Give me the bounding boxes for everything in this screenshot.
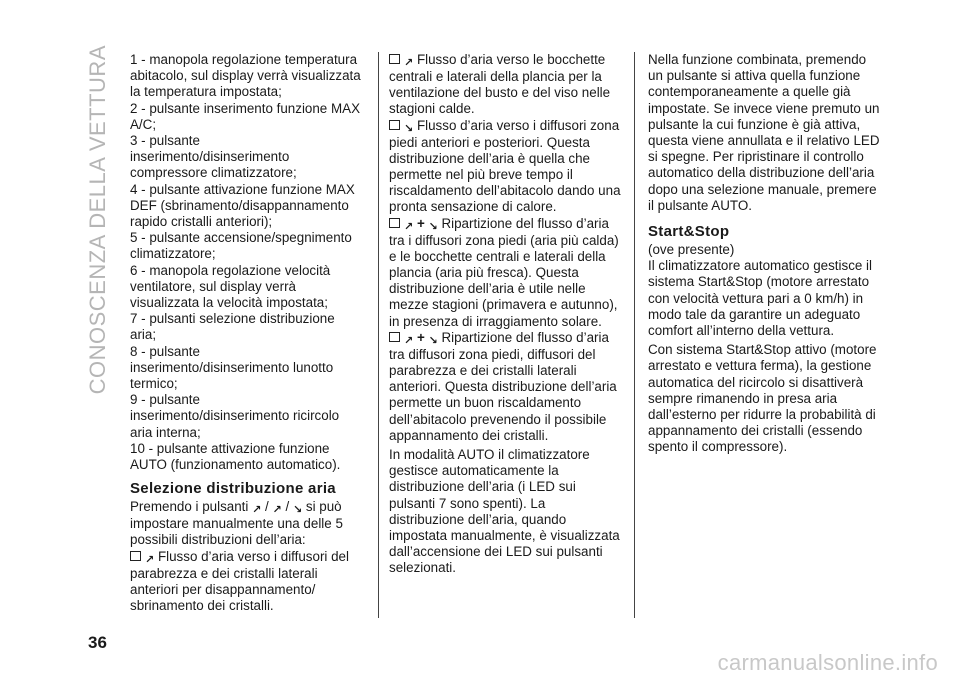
text: Ripartizione del flusso d’aria tra i diffusori zona piedi (aria più calda) e le bocchette centrali e laterali della plancia (aria più fresca). Questa distribuzione dell’aria è utile nelle mezze stagioni (primavera e autunno), in presenza di irraggiamento solare. xyxy=(389,215,619,329)
page-number: 36 xyxy=(88,633,107,652)
airflow-face-icon: ↗ xyxy=(272,504,282,517)
paragraph xyxy=(130,499,362,548)
watermark: carmanualsonline.info xyxy=(717,650,938,675)
paragraph xyxy=(130,549,362,615)
text: si può impostare manualmente una delle 5 possibili distribuzioni dell’aria: xyxy=(130,499,343,548)
subheading: (ove presente) xyxy=(648,242,735,258)
list-item: 10 - pulsante attivazione funzione AUTO (funzionamento automatico). xyxy=(130,440,341,473)
plus-sign: + xyxy=(416,215,425,231)
airflow-feet-icon: ↘ xyxy=(292,504,303,517)
square-bullet-icon xyxy=(130,551,141,561)
airflow-windshield-icon: ↗ xyxy=(252,504,262,517)
text: Flusso d’aria verso i diffusori del parabrezza e dei cristalli laterali anteriori per disappannamento/ sbrinamento dei cristalli. xyxy=(130,548,349,614)
airflow-feet-icon: ↘ xyxy=(428,220,438,233)
list-item: 1 - manopola regolazione temperatura abitacolo, sul display verrà visualizzata la temperatura impostata; xyxy=(130,52,361,100)
airflow-feet-icon: ↘ xyxy=(428,334,438,347)
square-bullet-icon xyxy=(389,332,400,342)
list-item: 7 - pulsanti selezione distribuzione aria; xyxy=(130,311,335,343)
column-3 xyxy=(648,52,880,456)
paragraph xyxy=(389,118,621,216)
list-item: 8 - pulsante inserimento/disinserimento lunotto termico; xyxy=(130,343,334,392)
text: Ripartizione del flusso d’aria tra diffusori zona piedi, diffusori del parabrezza e dei cristalli laterali anteriori. Questa distribuzione dell’aria permette un buon riscaldamento dell’abitacolo prevenendo il possibile appannamento dei cristalli. xyxy=(389,329,617,443)
airflow-face-icon: ↗ xyxy=(404,57,414,69)
square-bullet-icon xyxy=(389,218,400,228)
section-heading: Selezione distribuzione aria xyxy=(130,480,336,498)
airflow-windshield-icon: ↗ xyxy=(145,553,155,566)
text: Flusso d’aria verso i diffusori zona piedi anteriori e posteriori. Questa distribuzione dell’aria è quella che permette nel più breve tempo il riscaldamento dell’abitacolo dando una pronta sensazione di calore. xyxy=(389,117,621,215)
paragraph xyxy=(389,330,621,444)
separator: / xyxy=(285,499,290,515)
list-item: 6 - manopola regolazione velocità ventilatore, sul display verrà visualizzata la velocità impostata; xyxy=(130,262,331,311)
paragraph xyxy=(389,216,621,330)
column-1 xyxy=(130,52,362,614)
list-item: 3 - pulsante inserimento/disinserimento compressore climatizzatore; xyxy=(130,133,297,181)
column-divider xyxy=(634,52,635,618)
section-side-title xyxy=(80,45,116,395)
list-item: 9 - pulsante inserimento/disinserimento ricircolo aria interna; xyxy=(130,392,340,440)
paragraph: Il climatizzatore automatico gestisce il sistema Start&Stop (motore arrestato con velocità vettura pari a 0 km/h) in modo tale da garantire un adeguato comfort all’interno della vettura. xyxy=(648,258,873,339)
list-item: 5 - pulsante accensione/spegnimento climatizzatore; xyxy=(130,230,352,262)
column-divider xyxy=(378,52,379,618)
separator: / xyxy=(265,499,269,515)
list-item: 4 - pulsante attivazione funzione MAX DEF (sbrinamento/disappannamento rapido cristalli anteriori); xyxy=(130,181,355,230)
list-item: 2 - pulsante inserimento funzione MAX A/C; xyxy=(130,100,360,132)
paragraph: In modalità AUTO il climatizzatore gestisce automaticamente la distribuzione dell’aria (i LED sui pulsanti 7 sono spenti). La distribuzione dell’aria, quando impostata manualmente, è visualizzata dall’accensione dei LED sui pulsanti selezionati. xyxy=(389,447,620,576)
paragraph: Nella funzione combinata, premendo un pulsante si attiva quella funzione contemporaneamente a quelle già impostate. Se invece viene premuto un pulsante la cui funzione è già attiva, questa viene annullata e il relativo LED si spegne. Per ripristinare il controllo automatico della distribuzione dell’aria dopo una selezione manuale, premere il pulsante AUTO. xyxy=(648,52,880,213)
section-heading: Start&Stop xyxy=(648,223,730,241)
airflow-windshield-icon: ↗ xyxy=(404,334,414,347)
airflow-face-icon: ↗ xyxy=(404,220,414,233)
paragraph xyxy=(389,52,621,118)
plus-sign: + xyxy=(416,329,425,345)
side-title-text: CONOSCENZA DELLA VETTURA xyxy=(85,45,110,395)
airflow-feet-icon: ↘ xyxy=(404,122,414,135)
paragraph: Con sistema Start&Stop attivo (motore arrestato e vettura ferma), la gestione automatica del ricircolo si disattiverà sempre rimanendo in presa aria dall’esterno per ridurre la probabilità di appannamento dei cristalli (essendo spento il compressore). xyxy=(648,342,877,455)
column-2 xyxy=(389,52,621,577)
text: Premendo i pulsanti xyxy=(130,499,249,515)
square-bullet-icon xyxy=(389,54,400,64)
square-bullet-icon xyxy=(389,120,400,130)
text: Flusso d’aria verso le bocchette centrali e laterali della plancia per la ventilazione del busto e del viso nelle stagioni calde. xyxy=(389,52,611,117)
